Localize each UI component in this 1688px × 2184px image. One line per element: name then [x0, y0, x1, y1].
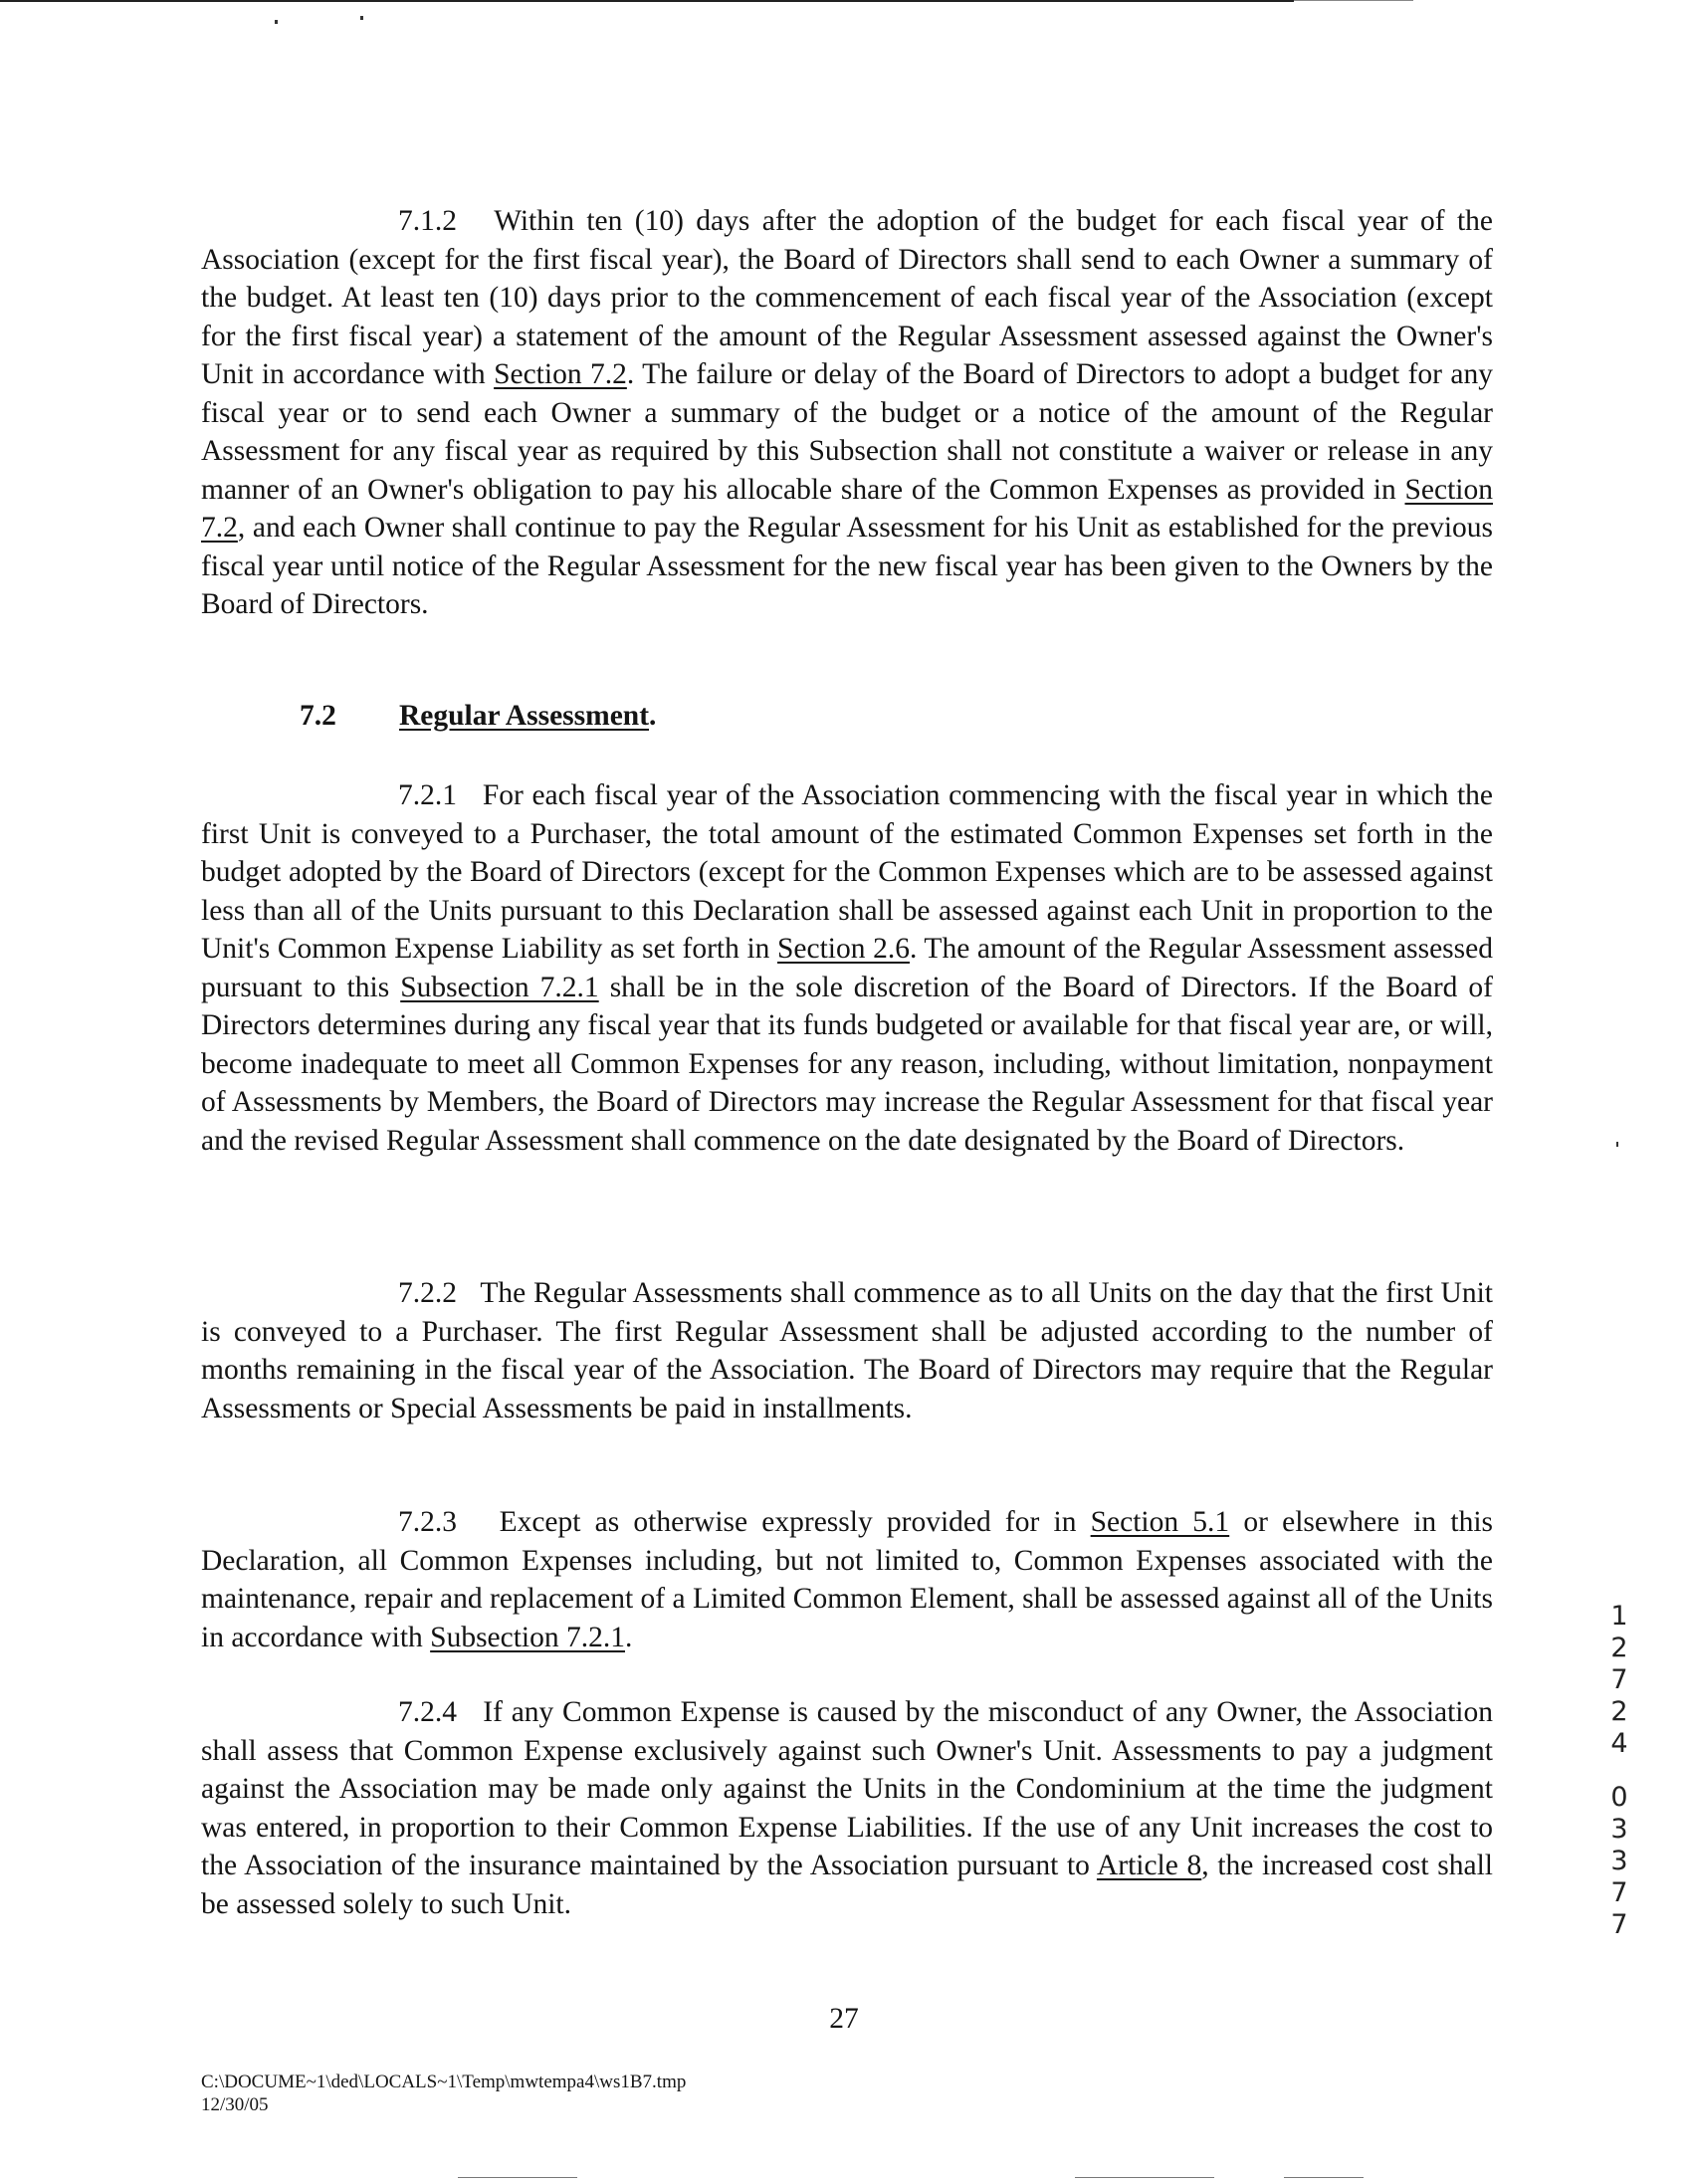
stamp-digit: 3: [1610, 1814, 1628, 1845]
paragraph-text: Within ten (10) days after the adoption of the budget for each fiscal year of the Association (except for the first fiscal year), the Board of Directors shall send to each Owner a summary of the budget. At least ten (10) days prior to the commencement of each fiscal year of the Association (except for the first fiscal year) a statement of the amount of the Regular Assessment assessed against the Owner's Unit in accordance with: [201, 205, 1494, 390]
section-reference: Subsection 7.2.1: [400, 971, 599, 1003]
paragraph-text: For each fiscal year of the Association commencing with the fiscal year in which the first Unit is conveyed to a Purchaser, the total amount of the estimated Common Expenses set forth in the budget adopted by the Board of Directors (except for the Common Expenses which are to be assessed against less than all of the Units pursuant to this Declaration shall be assessed against each Unit in proportion to the Unit's Common Expense Liability as set forth in: [201, 779, 1494, 965]
paragraph-number: 7.2.3: [398, 1506, 457, 1538]
scan-border-bottom: [1284, 2177, 1364, 2178]
stamp-digit: 0: [1610, 1782, 1628, 1813]
section-reference: Article 8: [1096, 1850, 1202, 1881]
paragraph-text: , the increased cost shall be assessed solely to such Unit.: [201, 1850, 1493, 1920]
scan-speck: [275, 20, 278, 24]
section-title: Regular Assessment: [399, 700, 650, 732]
paragraph-text: Except as otherwise expressly provided for in: [499, 1506, 1091, 1538]
section-reference: Section 7.2: [494, 358, 627, 390]
paragraph-number: 7.2.2: [398, 1277, 457, 1309]
stamp-digit: 4: [1610, 1728, 1628, 1759]
paragraph-7-2-2: [201, 1274, 1493, 1427]
paragraph-number: 7.2.1: [398, 779, 457, 811]
scan-border-top: [0, 0, 1294, 2]
paragraph-text: , and each Owner shall continue to pay the Regular Assessment for his Unit as established for the previous fiscal year until notice of the Regular Assessment for the new fiscal year has been given to the Owners by the Board of Directors.: [201, 512, 1493, 620]
paragraph-text: .: [625, 1621, 633, 1653]
scan-speck: [360, 16, 363, 20]
paragraph-7-2-4: [201, 1693, 1493, 1923]
scan-border-top-faint: [1294, 0, 1413, 1]
stamp-digit: 1: [1610, 1601, 1628, 1632]
stamp-digit: 7: [1610, 1909, 1628, 1940]
section-reference: Section 2.6: [777, 933, 910, 965]
section-reference: Subsection 7.2.1: [430, 1621, 625, 1653]
paragraph-text: . The amount of the Regular Assessment assessed pursuant to this: [201, 933, 1493, 1003]
paragraph-text: If any Common Expense is caused by the misconduct of any Owner, the Association shall assess that Common Expense exclusively against such Owner's Unit. Assessments to pay a judgment against the Association may be made only against the Units in the Condominium at the time the judgment was entered, in proportion to their Common Expense Liabilities. If the use of any Unit increases the cost to the Association of the insurance maintained by the Association pursuant to: [201, 1696, 1494, 1881]
paragraph-7-1-2: [201, 202, 1493, 624]
stamp-digit: 2: [1610, 1633, 1628, 1663]
stamp-digit: 7: [1610, 1664, 1628, 1695]
stamp-digit: 2: [1610, 1696, 1628, 1727]
section-heading-7-2: [300, 700, 656, 733]
stamp-digit: 7: [1610, 1877, 1628, 1908]
footer-file-path: C:\DOCUME~1\ded\LOCALS~1\Temp\mwtempa4\ws1B7.tmp: [201, 2072, 687, 2092]
paragraph-text: . The failure or delay of the Board of Directors to adopt a budget for any fiscal year or to send each Owner a summary of the budget or a notice of the amount of the Regular Assessment for any fiscal year as required by this Subsection shall not constitute a waiver or release in any manner of an Owner's obligation to pay his allocable share of the Common Expenses as provided in: [201, 358, 1493, 506]
paragraph-text: The Regular Assessments shall commence as to all Units on the day that the first Unit is conveyed to a Purchaser. The first Regular Assessment shall be adjusted according to the number of months remaining in the fiscal year of the Association. The Board of Directors may require that the Regular Assessments or Special Assessments be paid in installments.: [201, 1277, 1494, 1424]
scan-speck: [1616, 1142, 1618, 1147]
recording-number-stamp: [1604, 1601, 1634, 1941]
paragraph-text: or elsewhere in this Declaration, all Common Expenses including, but not limited to, Common Expenses associated with the maintenance, repair and replacement of a Limited Common Element, shall be assessed against all of the Units in accordance with: [201, 1506, 1493, 1653]
section-reference: Section 5.1: [1090, 1506, 1230, 1538]
scan-border-bottom: [1075, 2177, 1214, 2178]
scan-border-bottom: [458, 2177, 577, 2178]
document-footer: [201, 2071, 686, 2116]
stamp-digit: 3: [1610, 1846, 1628, 1876]
paragraph-text: shall be in the sole discretion of the Board of Directors. If the Board of Directors determines during any fiscal year that its funds budgeted or available for that fiscal year are, or will, become inadequate to meet all Common Expenses for any reason, including, without limitation, nonpayment of Assessments by Members, the Board of Directors may increase the Regular Assessment for that fiscal year and the revised Regular Assessment shall commence on the date designated by the Board of Directors.: [201, 971, 1493, 1157]
section-number: 7.2: [300, 700, 336, 732]
section-title-period: .: [649, 700, 657, 732]
paragraph-7-2-1: [201, 776, 1493, 1160]
footer-date: 12/30/05: [201, 2094, 269, 2115]
paragraph-number: 7.1.2: [398, 205, 457, 237]
paragraph-number: 7.2.4: [398, 1696, 457, 1728]
page-number: 27: [829, 2003, 859, 2035]
section-reference: Section 7.2: [201, 473, 1493, 544]
paragraph-7-2-3: [201, 1503, 1493, 1656]
